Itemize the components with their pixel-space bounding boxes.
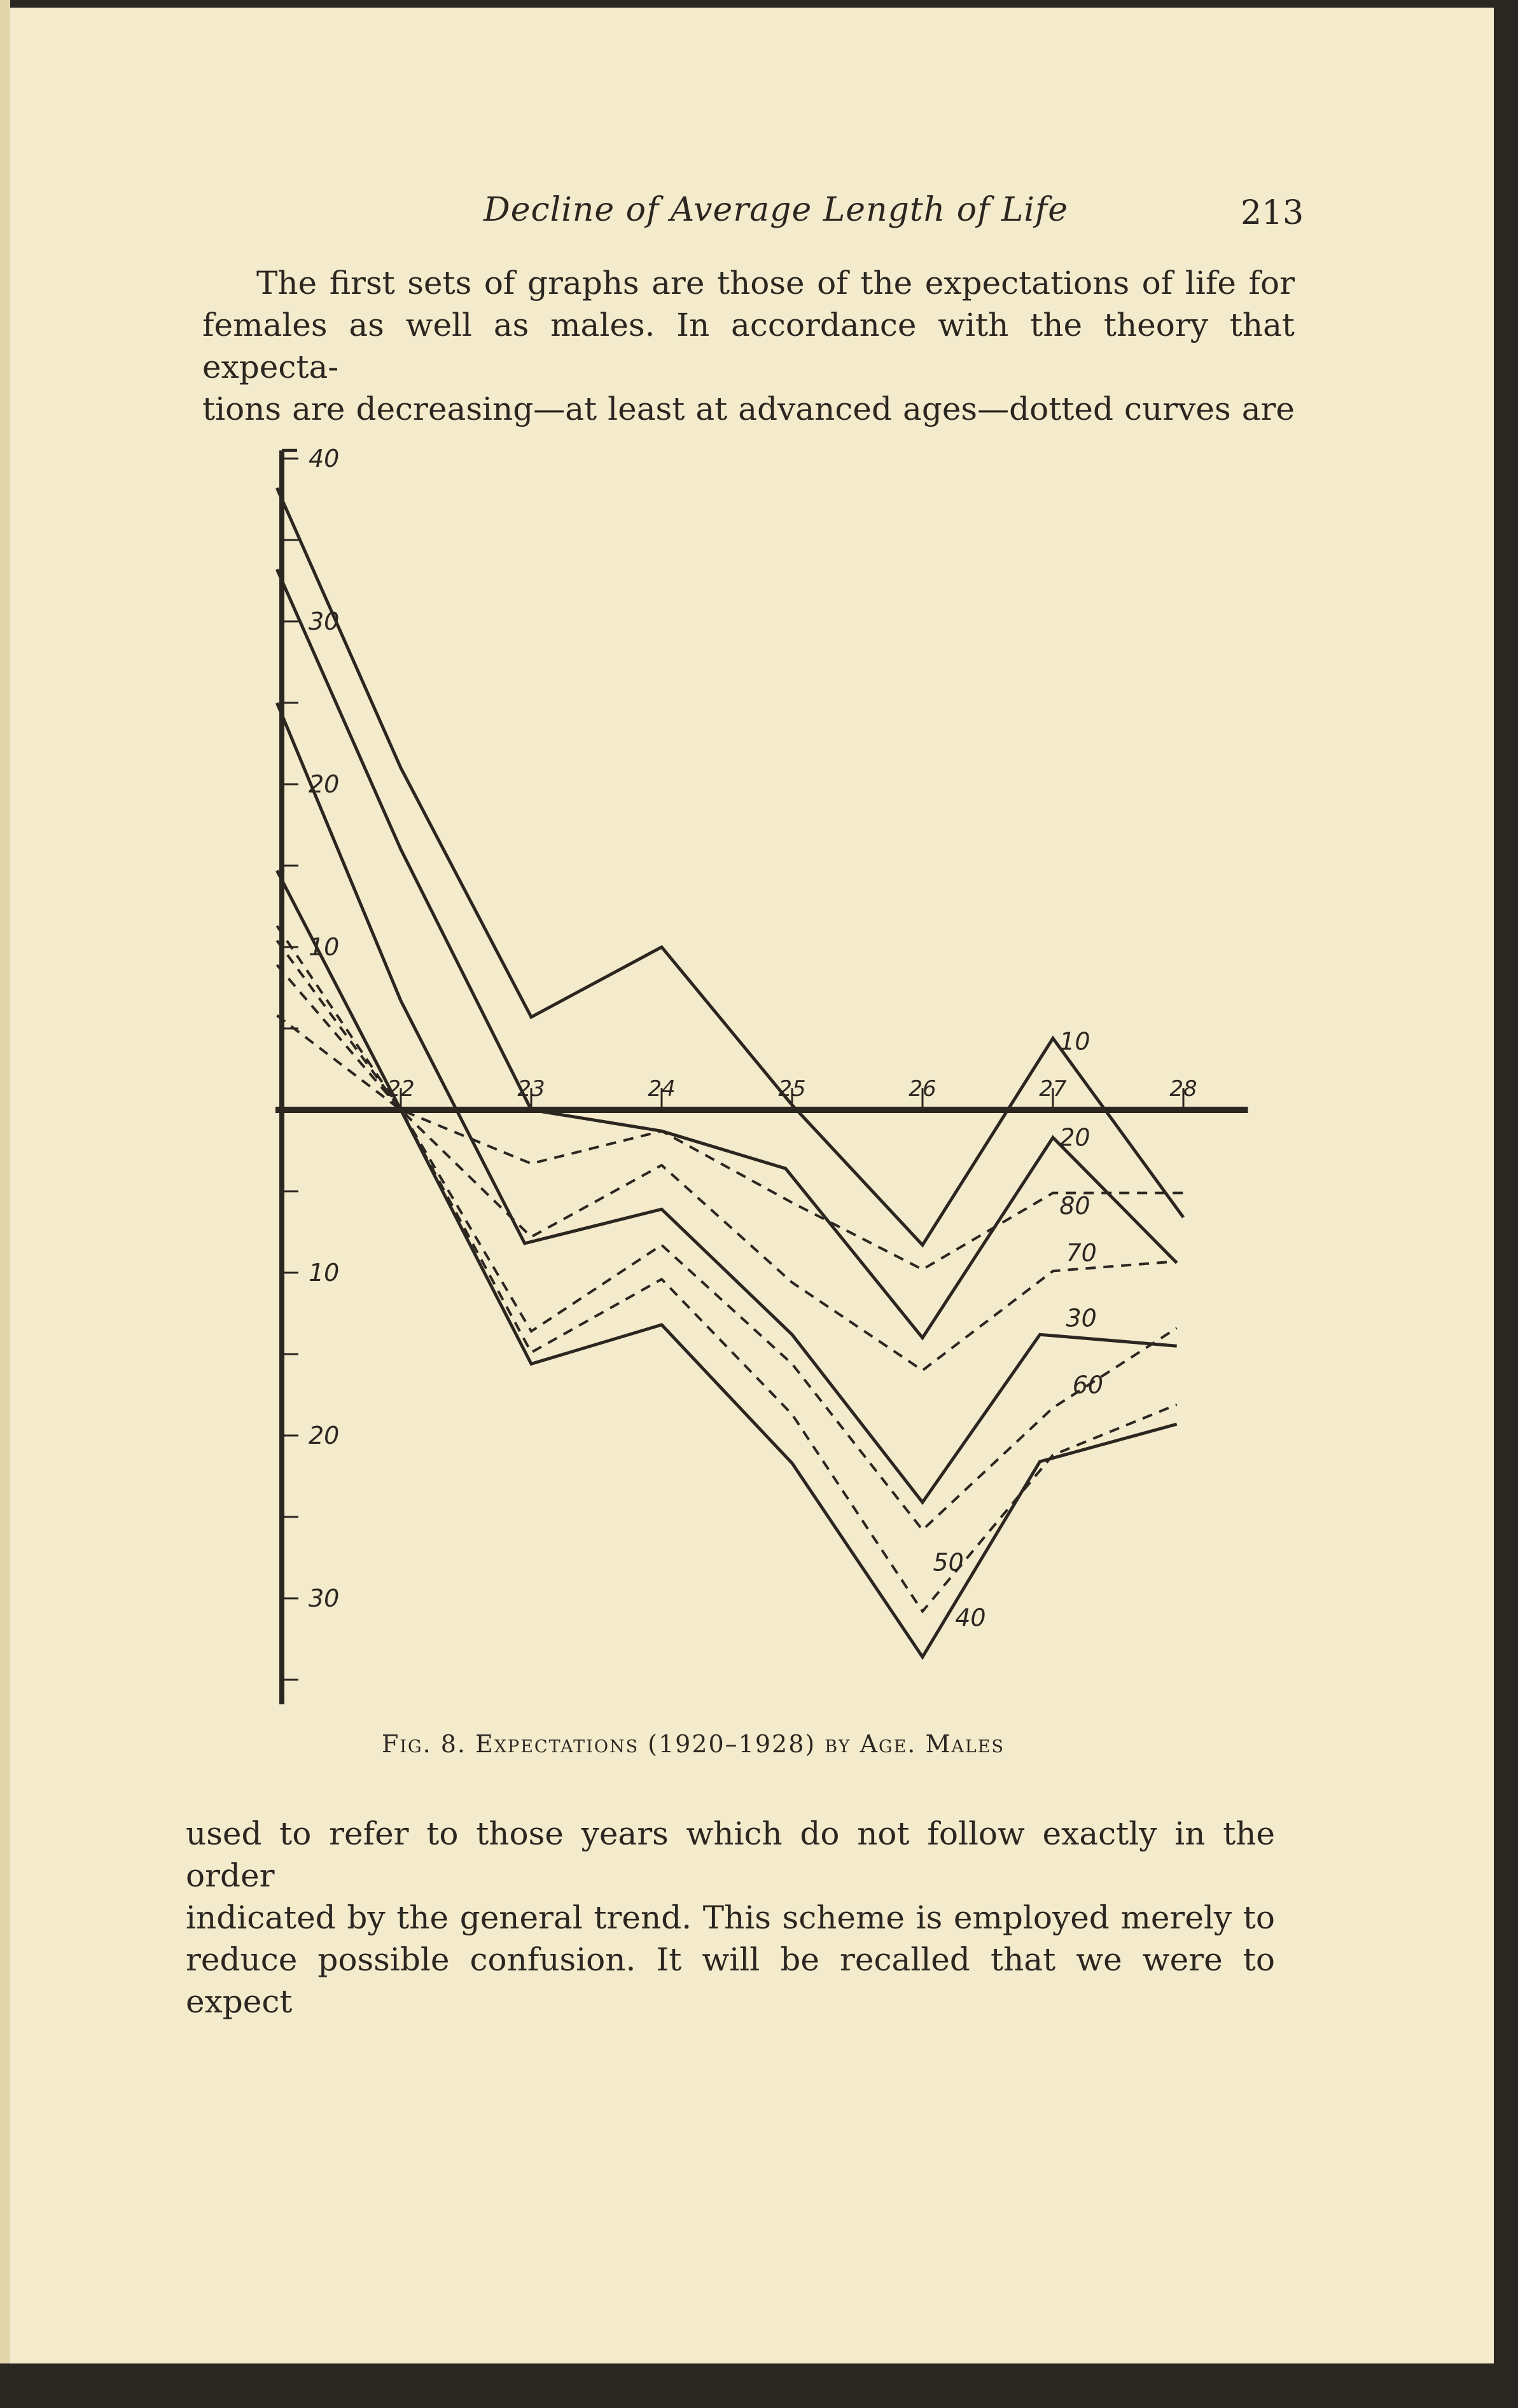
text-line: The first sets of graphs are those of the expectations of life for (256, 265, 1295, 301)
series-label-50: 50 (933, 1548, 964, 1577)
y-tick-label: 10 (309, 933, 340, 961)
text-line: reduce possible confusion. It will be recalled that we were to expect (186, 1941, 1275, 2020)
series-label-20: 20 (1059, 1123, 1090, 1152)
text-line: tions are decreasing—at least at advanced ages—dotted curves are (202, 391, 1295, 427)
series-line-40 (277, 871, 1176, 1657)
text-line: used to refer to those years which do not follow exactly in the order (186, 1815, 1275, 1894)
x-tick-label: 23 (517, 1076, 545, 1102)
y-tick-label: 20 (309, 1422, 340, 1450)
series-line-50 (277, 926, 1176, 1612)
x-tick-label: 28 (1169, 1076, 1197, 1102)
series-label-layer (933, 1027, 1103, 1631)
scan-border-bottom (0, 2363, 1518, 2408)
y-tick-label: 20 (309, 770, 340, 798)
figure-caption: Fig. 8. Expectations (1920–1928) by Age. Males (382, 1730, 1005, 1758)
x-tick-label: 22 (387, 1076, 415, 1102)
x-tick-label: 26 (909, 1076, 937, 1102)
y-tick-label: 30 (309, 607, 340, 635)
running-header-title: Decline of Average Length of Life (484, 191, 1069, 229)
y-tick-label: 40 (309, 445, 340, 473)
x-tick-label: 25 (778, 1076, 806, 1102)
text-line: females as well as males. In accordance with the theory that expecta- (202, 307, 1295, 385)
series-label-30: 30 (1066, 1304, 1097, 1332)
series-line-80 (277, 1016, 1190, 1270)
series-label-10: 10 (1059, 1027, 1090, 1056)
chart-axes (275, 445, 1248, 1704)
series-label-80: 80 (1059, 1191, 1090, 1220)
series-line-60 (277, 941, 1176, 1530)
y-tick-label: 10 (309, 1259, 340, 1287)
y-tick-label: 30 (309, 1584, 340, 1612)
series-label-60: 60 (1072, 1371, 1104, 1399)
x-tick-label: 24 (648, 1076, 676, 1102)
x-tick-label: 27 (1039, 1076, 1067, 1102)
series-label-70: 70 (1066, 1239, 1097, 1268)
series-line-30 (277, 703, 1176, 1502)
series-label-40: 40 (955, 1603, 986, 1632)
series-layer (277, 488, 1190, 1657)
page-number: 213 (1241, 194, 1304, 232)
paragraph-bottom (186, 1813, 1275, 2023)
text-line: indicated by the general trend. This scheme is employed merely to (186, 1899, 1275, 1936)
